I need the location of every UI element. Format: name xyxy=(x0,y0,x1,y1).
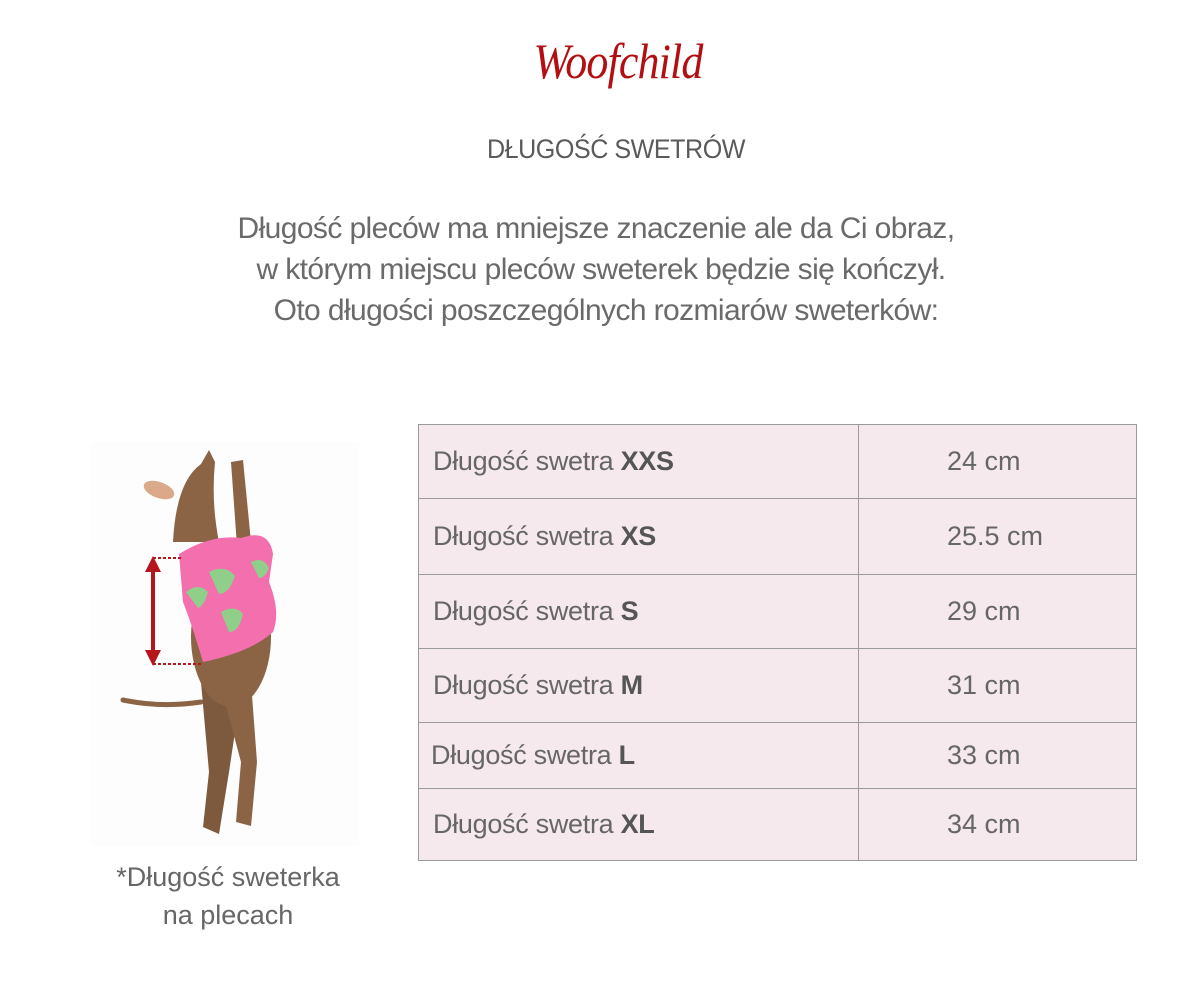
intro-line: Długość pleców ma mniejsze znaczenie ale da Ci obraz, xyxy=(237,212,955,245)
size-length: 33 cm xyxy=(859,723,1137,789)
size-length: 24 cm xyxy=(859,425,1137,499)
brand-logo: Woofchild xyxy=(533,33,703,89)
size-label: Długość swetra L xyxy=(419,723,859,789)
size-code: XL xyxy=(620,809,655,839)
page-title: DŁUGOŚĆ SWETRÓW xyxy=(486,134,746,164)
caption-line: *Długość sweterka xyxy=(116,862,340,892)
intro-text xyxy=(0,208,1192,331)
intro-line: Oto długości poszczególnych rozmiarów sweterków: xyxy=(273,294,939,327)
table-row xyxy=(419,723,1137,789)
table-row xyxy=(419,789,1137,861)
size-length: 34 cm xyxy=(859,789,1137,861)
table-row xyxy=(419,575,1137,649)
size-label: Długość swetra S xyxy=(419,575,859,649)
intro-line: w którym miejscu pleców sweterek będzie się kończył. xyxy=(256,253,946,286)
size-code: XS xyxy=(620,521,656,551)
size-length: 25.5 cm xyxy=(859,499,1137,575)
size-code: S xyxy=(620,596,639,626)
size-label: Długość swetra XS xyxy=(419,499,859,575)
size-code: L xyxy=(618,740,635,770)
table-row xyxy=(419,499,1137,575)
dog-illustration xyxy=(91,442,359,846)
caption-line: na plecach xyxy=(162,900,294,930)
size-code: M xyxy=(620,670,643,700)
size-code: XXS xyxy=(620,446,674,476)
size-table xyxy=(418,424,1137,861)
size-length: 29 cm xyxy=(859,575,1137,649)
table-row xyxy=(419,425,1137,499)
size-length: 31 cm xyxy=(859,649,1137,723)
dog-sweater-icon xyxy=(91,442,359,846)
size-label: Długość swetra M xyxy=(419,649,859,723)
table-row xyxy=(419,649,1137,723)
size-label: Długość swetra XL xyxy=(419,789,859,861)
image-caption xyxy=(70,858,386,934)
size-label: Długość swetra XXS xyxy=(419,425,859,499)
